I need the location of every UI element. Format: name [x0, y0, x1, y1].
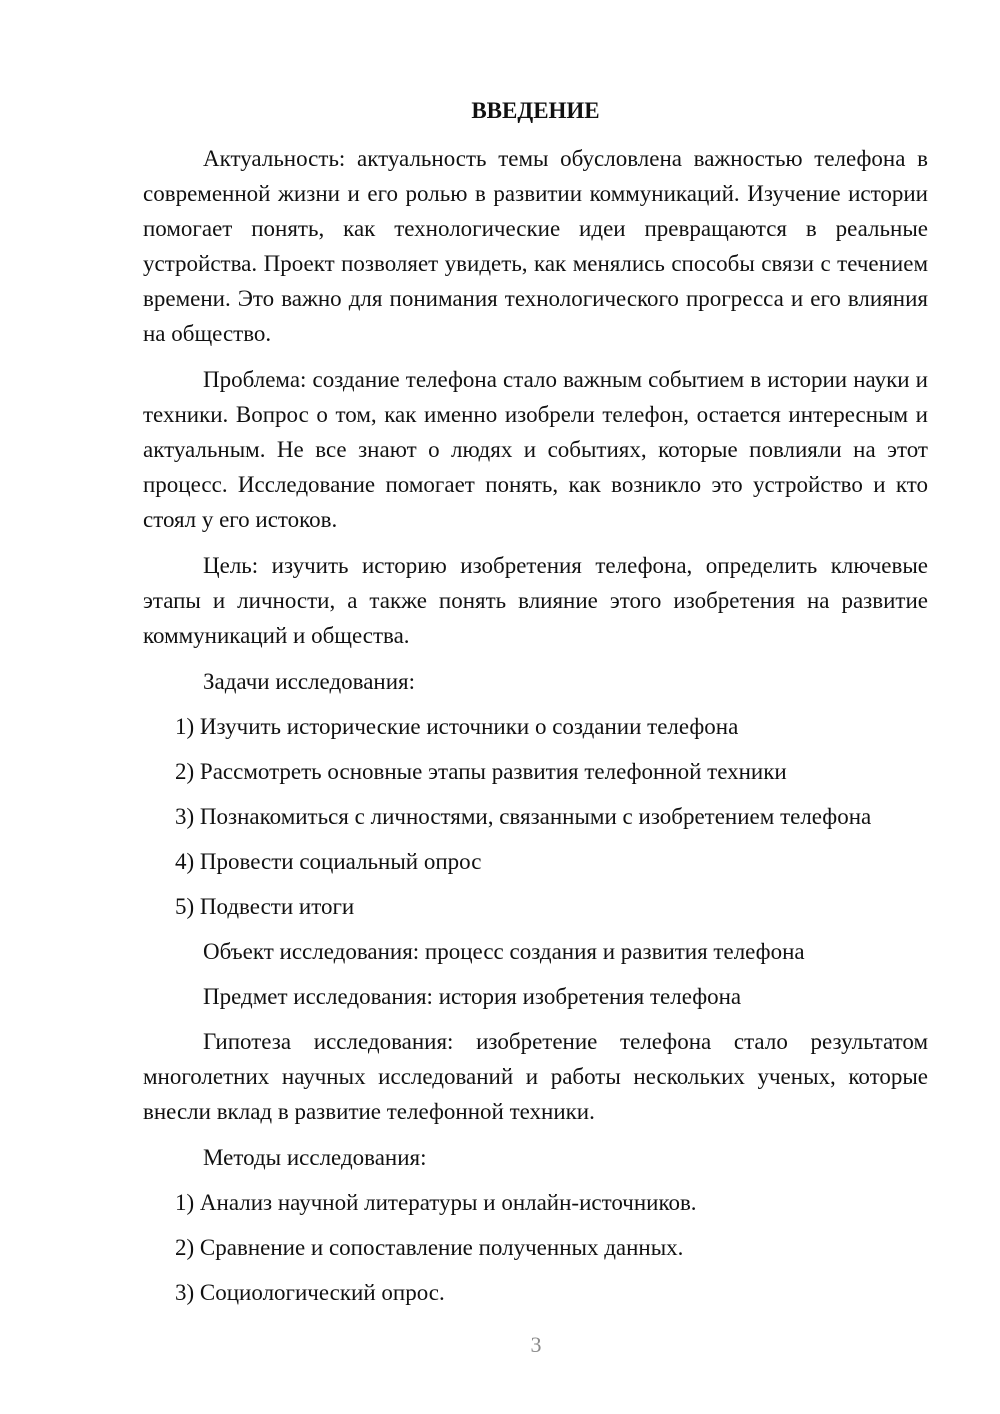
task-item-5: 5) Подвести итоги — [175, 894, 355, 919]
research-object: Объект исследования: процесс создания и развития телефона — [203, 939, 805, 964]
actuality-paragraph: Актуальность: актуальность темы обусловлена важностью телефона в современной жизни и его ролью в развитии коммуникаций. Изучение истории помогает понять, как технологические идеи превращаются в реальные устройства. Проект позволяет увидеть, как менялись способы связи с течением времени. Это важно для понимания технологического прогресса и его влияния на общество. — [143, 146, 928, 346]
methods-heading: Методы исследования: — [203, 1145, 427, 1170]
goal-paragraph: Цель: изучить историю изобретения телефона, определить ключевые этапы и личности, а также понять влияние этого изобретения на развитие коммуникаций и общества. — [143, 553, 928, 648]
page-title: ВВЕДЕНИЕ — [471, 98, 600, 123]
method-item-2: 2) Сравнение и сопоставление полученных данных. — [175, 1235, 684, 1260]
research-subject: Предмет исследования: история изобретения телефона — [203, 984, 742, 1009]
document-page — [143, 93, 928, 1320]
task-item-2: 2) Рассмотреть основные этапы развития телефонной техники — [175, 759, 787, 784]
hypothesis-paragraph: Гипотеза исследования: изобретение телефона стало результатом многолетних научных исследований и работы нескольких ученых, которые внесли вклад в развитие телефонной техники. — [143, 1029, 928, 1124]
tasks-heading: Задачи исследования: — [203, 669, 416, 694]
page-number: 3 — [530, 1332, 542, 1357]
task-item-1: 1) Изучить исторические источники о создании телефона — [175, 714, 739, 739]
method-item-1: 1) Анализ научной литературы и онлайн-источников. — [175, 1190, 697, 1215]
method-item-3: 3) Социологический опрос. — [175, 1280, 445, 1305]
problem-paragraph: Проблема: создание телефона стало важным событием в истории науки и техники. Вопрос о том, как именно изобрели телефон, остается интересным и актуальным. Не все знают о людях и событиях, которые повлияли на этот процесс. Исследование помогает понять, как возникло это устройство и кто стоял у его истоков. — [143, 367, 928, 532]
task-item-3: 3) Познакомиться с личностями, связанными с изобретением телефона — [175, 804, 872, 829]
task-item-4: 4) Провести социальный опрос — [175, 849, 482, 874]
